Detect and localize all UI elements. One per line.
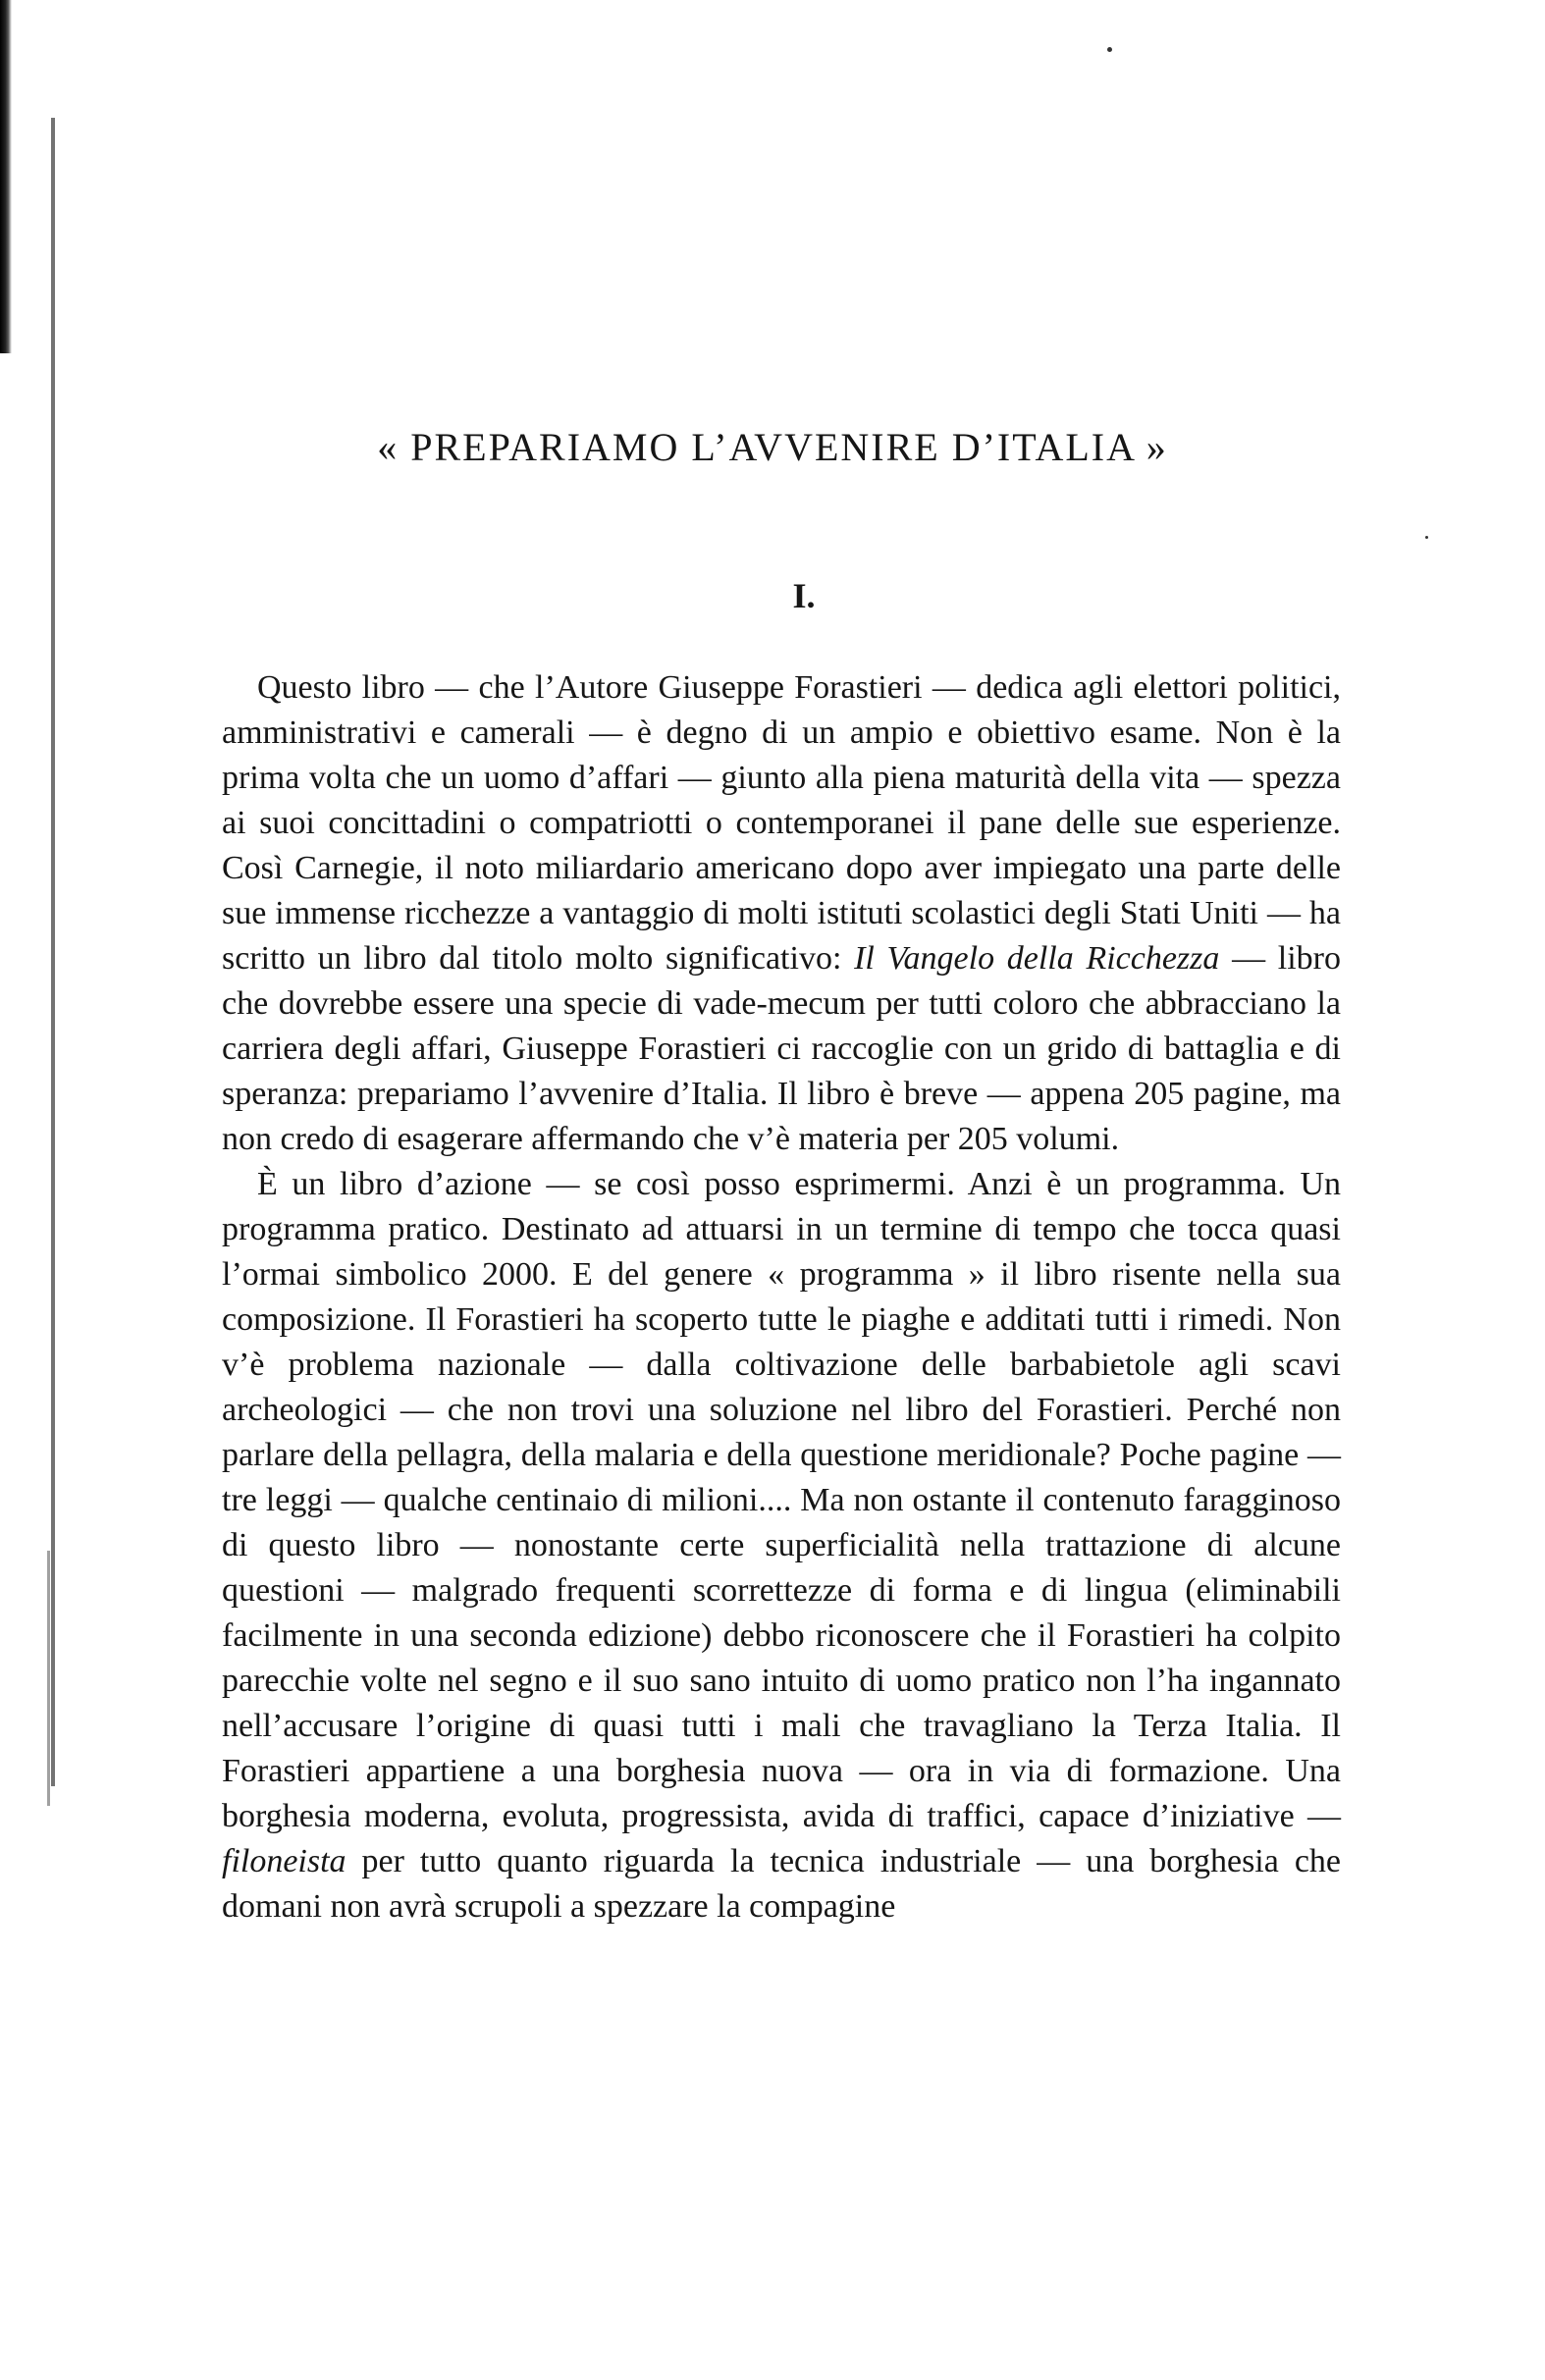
paragraph-1-text: Questo libro — che l’Autore Giuseppe Forastieri — dedica agli elettori politici, amministrativi e camerali — è degno di un ampio e obiettivo esame. Non è la prima volta che un uomo d’affari — giunto alla piena maturità della vita — spezza ai suoi concittadini o compatriotti o contemporanei il pane delle sue esperienze. Così Carnegie, il noto miliardario americano dopo aver impiegato una parte delle sue immense ricchezze a vantaggio di molti istituti scolastici degli Stati Uniti — ha scritto un libro dal titolo molto significativo: [222, 669, 1341, 977]
body-text [222, 665, 1341, 1930]
section-number: I. [792, 576, 816, 615]
binding-line-lower [47, 1551, 50, 1806]
book-title-italic: Il Vangelo della Ricchezza [854, 940, 1220, 977]
paragraph-2-text: È un libro d’azione — se così posso esprimermi. Anzi è un programma. Un programma pratico. Destinato ad attuarsi in un termine di tempo che tocca quasi l’ormai simbolico 2000. E del genere « programma » il libro risente nella sua composizione. Il Forastieri ha scoperto tutte le piaghe e additati tutti i rimedi. Non v’è problema nazionale — dalla coltivazione delle barbabietole agli scavi archeologici — che non trovi una soluzione nel libro del Forastieri. Perché non parlare della pellagra, della malaria e della questione meridionale? Poche pagine — tre leggi — qualche centinaio di milioni.... Ma non ostante il contenuto faragginoso di questo libro — nonostante certe superficialità nella trattazione di alcune questioni — malgrado frequenti scorrettezze di forma e di lingua (eliminabili facilmente in una seconda edizione) debbo riconoscere che il Forastieri ha colpito parecchie volte nel segno e il suo sano intuito di uomo pratico non l’ha ingannato nell’accusare l’origine di quasi tutti i mali che travagliano la Terza Italia. Il Forastieri appartiene a una borghesia nuova — ora in via di formazione. Una borghesia moderna, evoluta, progressista, avida di traffici, capace d’iniziative — [222, 1166, 1341, 1834]
italic-word: filoneista [222, 1843, 346, 1879]
page-title: « PREPARIAMO L’AVVENIRE D’ITALIA » [377, 425, 1168, 469]
scan-speck [1425, 536, 1428, 539]
binding-line [51, 118, 55, 1786]
paragraph-2 [222, 1162, 1341, 1930]
scan-speck [1107, 47, 1112, 52]
paragraph-2-text-cont: per tutto quanto riguarda la tecnica industriale — una borghesia che domani non avrà scrupoli a spezzare la compagine [222, 1843, 1341, 1925]
binding-shadow [0, 0, 12, 353]
paragraph-1-text-cont: — libro che dovrebbe essere una specie di vade-mecum per tutti coloro che abbracciano la carriera degli affari, Giuseppe Forastieri ci raccoglie con un grido di battaglia e di speranza: prepariamo l’avvenire d’Italia. Il libro è breve — appena 205 pagine, ma non credo di esagerare affermando che v’è materia per 205 volumi. [222, 940, 1341, 1157]
paragraph-1 [222, 665, 1341, 1162]
